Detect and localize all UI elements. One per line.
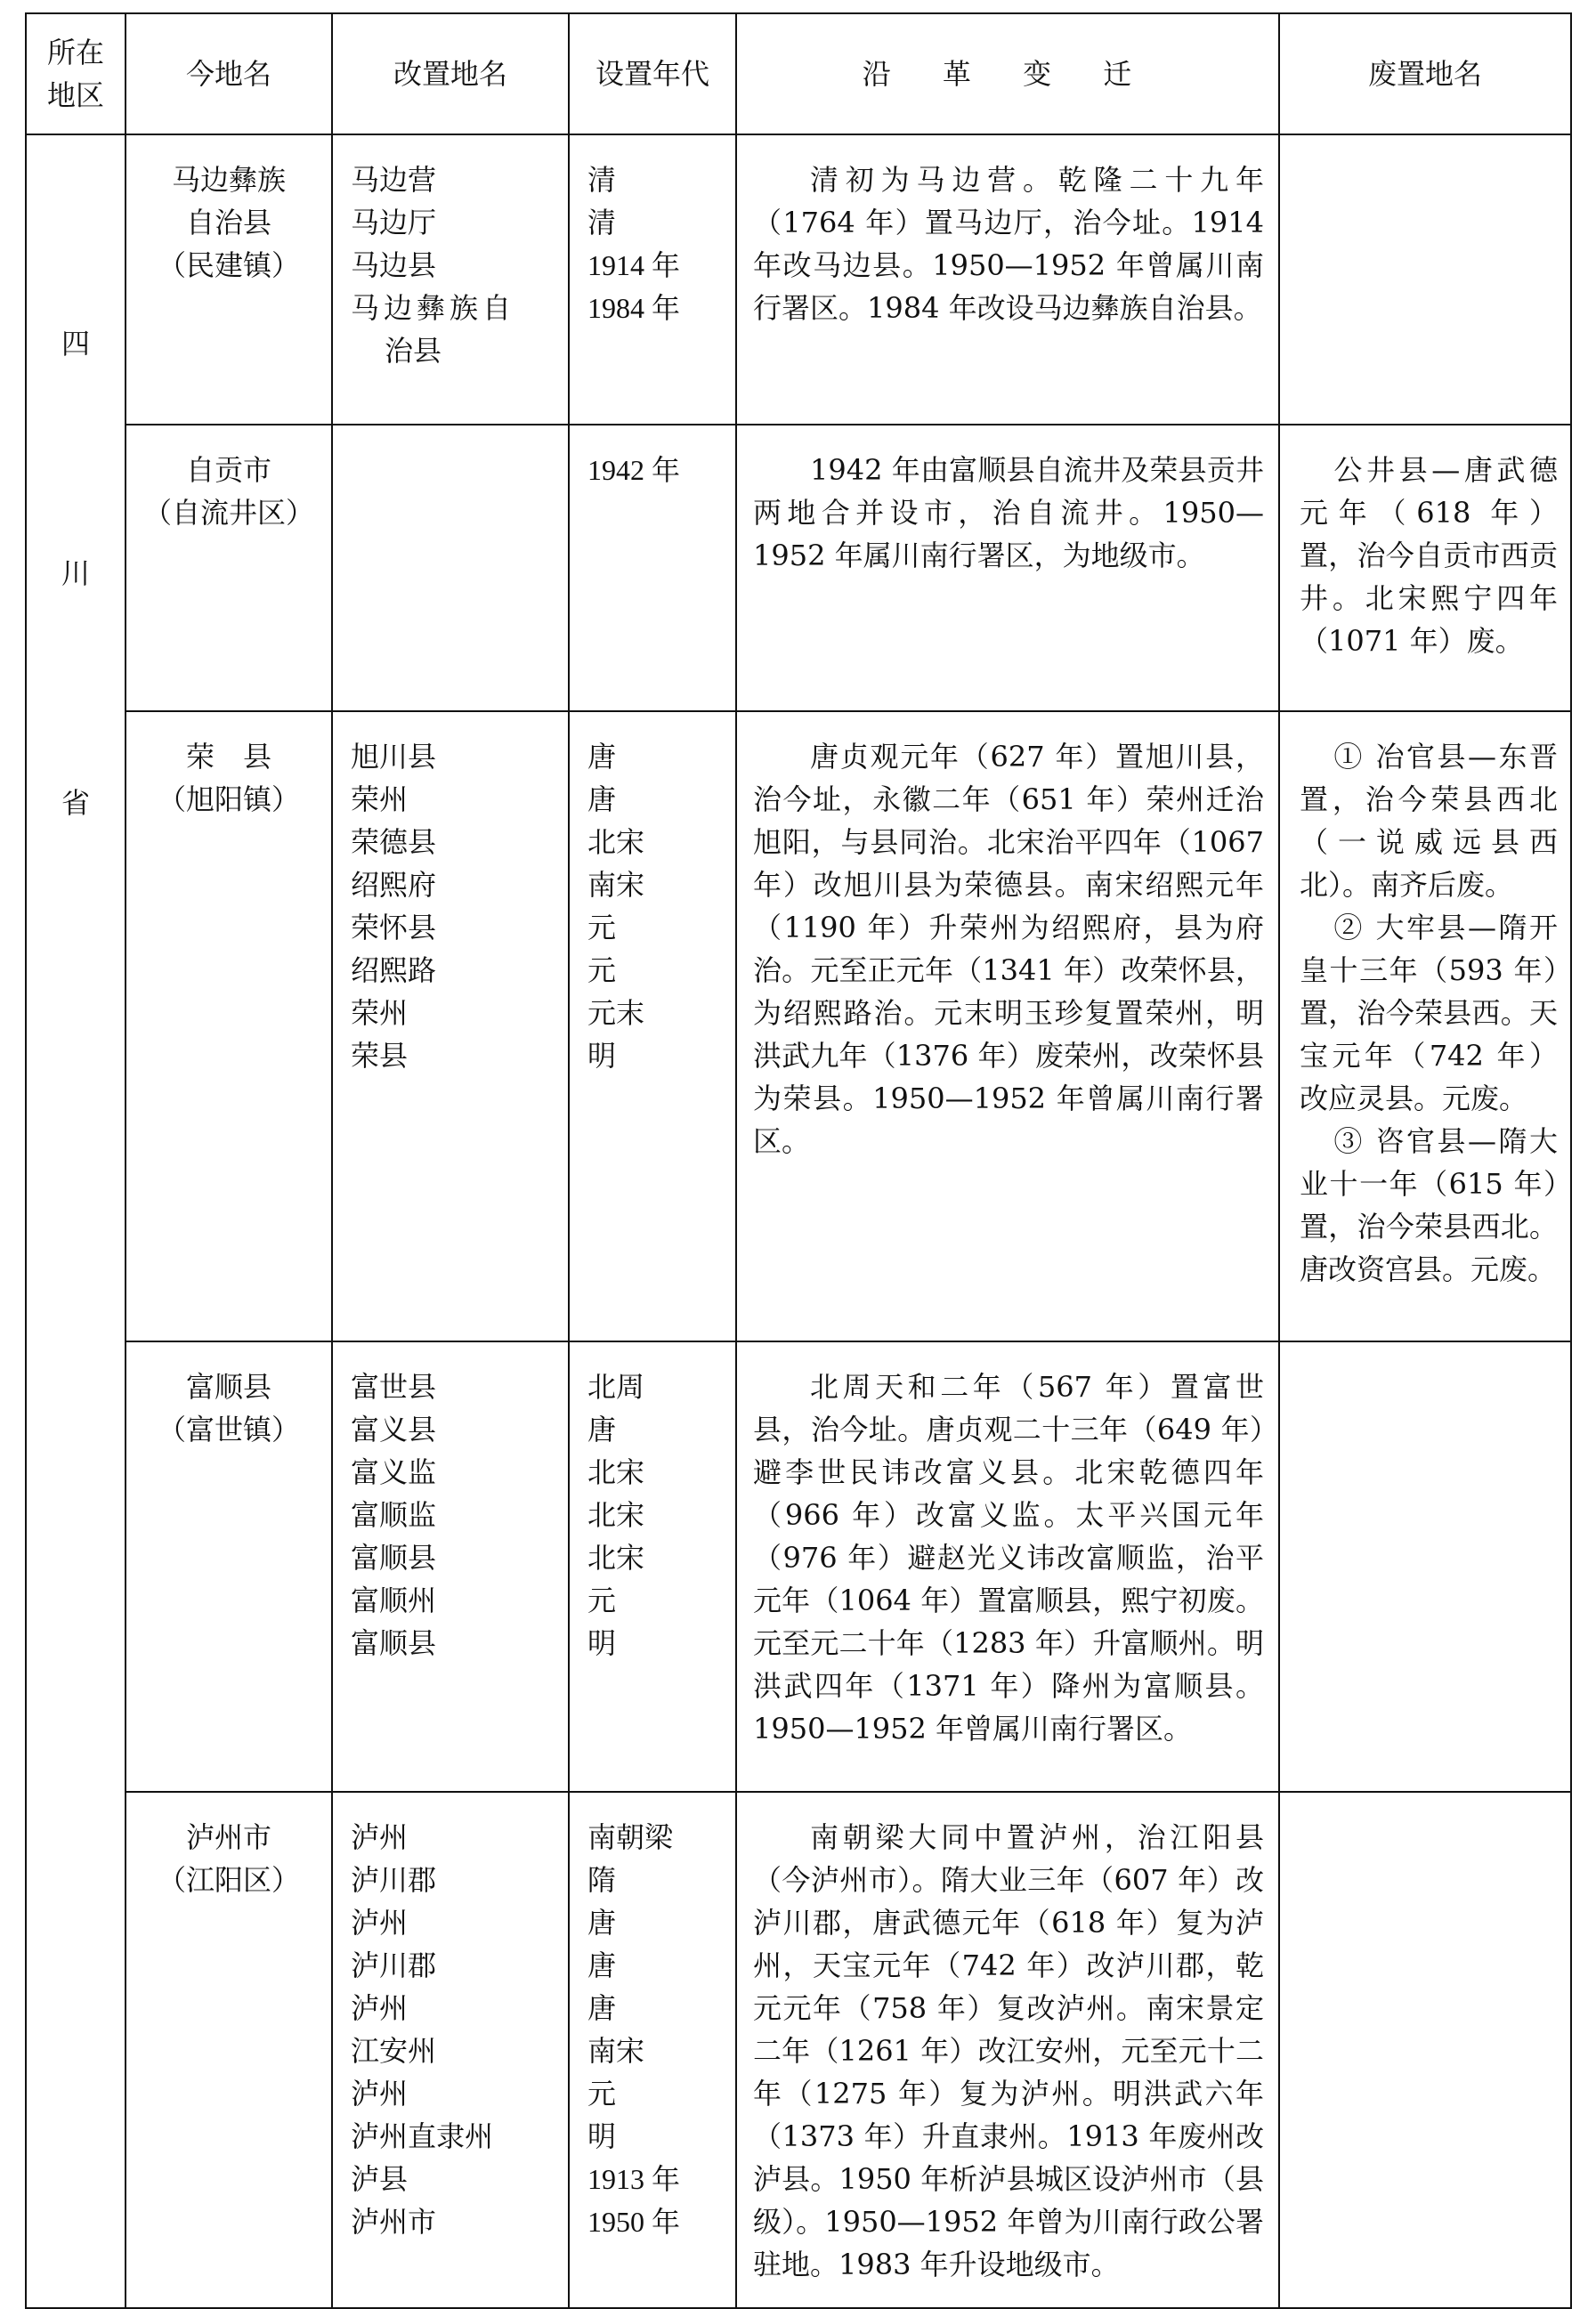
renamed-item: 富顺县 — [351, 1541, 437, 1575]
history-cell — [736, 1341, 1279, 1792]
current-name: 荣 县 — [185, 740, 271, 774]
renamed-item: 泸川郡 — [351, 1948, 437, 1982]
period-item: 元 — [587, 1584, 617, 1617]
period-cell — [569, 1341, 736, 1792]
header-region-line1: 所在 — [46, 36, 104, 69]
renamed-item: 荣县 — [351, 1039, 409, 1073]
renamed-item: 泸州 — [351, 2077, 409, 2111]
renamed-item: 富顺州 — [351, 1584, 437, 1617]
abolished-cell — [1279, 425, 1571, 711]
period-item: 1950 年 — [587, 2206, 681, 2238]
region-cell — [26, 134, 126, 2308]
period-cell — [569, 134, 736, 425]
current-name: 自贡市 — [185, 453, 271, 487]
renamed-item: 治县 — [385, 334, 442, 368]
renamed-item: 泸州 — [351, 1906, 409, 1940]
seat-name: （旭阳镇） — [157, 782, 300, 816]
renamed-item: 泸县 — [351, 2162, 409, 2196]
current-name-cell — [126, 425, 332, 711]
period-cell — [569, 1792, 736, 2308]
header-period: 设置年代 — [569, 13, 736, 134]
period-cell — [569, 711, 736, 1341]
period-item: 唐 — [587, 782, 617, 816]
current-name-cell — [126, 134, 332, 425]
renamed-item: 富世县 — [351, 1370, 437, 1404]
region-char: 四 — [61, 327, 90, 361]
renamed-item: 马边县 — [351, 248, 437, 282]
abolished-entry: ① 冶官县—东晋置，治今荣县西北（一说威远县西北）。南齐后废。 — [1300, 740, 1558, 902]
current-name: 泸州市 — [185, 1820, 271, 1854]
period-item: 明 — [587, 2119, 617, 2153]
period-item: 北宋 — [587, 825, 645, 859]
renamed-cell — [332, 1341, 569, 1792]
period-item: 1942 年 — [587, 454, 681, 486]
renamed-item: 泸州市 — [351, 2205, 437, 2239]
renamed-cell — [332, 711, 569, 1341]
current-name-cell — [126, 711, 332, 1341]
renamed-item: 马边彝族自 — [351, 291, 516, 325]
period-item: 唐 — [587, 1991, 617, 2025]
period-item: 清 — [587, 206, 617, 239]
renamed-cell — [332, 425, 569, 711]
table-row — [26, 425, 1571, 711]
gazetteer-table — [25, 12, 1572, 2309]
renamed-item: 荣州 — [351, 782, 409, 816]
header-row — [26, 13, 1571, 134]
period-item: 明 — [587, 1626, 617, 1660]
period-item: 北宋 — [587, 1455, 645, 1489]
region-char: 川 — [61, 556, 90, 590]
header-region-line2: 地区 — [46, 78, 104, 112]
renamed-item: 泸川郡 — [351, 1863, 437, 1897]
renamed-item: 荣州 — [351, 996, 409, 1030]
renamed-item: 马边厅 — [351, 206, 437, 239]
period-item: 隋 — [587, 1863, 617, 1897]
abolished-entry: ② 大牢县—隋开皇十三年（593 年）置，治今荣县西。天宝元年（742 年）改应灵县。元废。 — [1300, 911, 1558, 1115]
period-item: 元 — [587, 911, 617, 944]
header-renamed: 改置地名 — [332, 13, 569, 134]
abolished-cell — [1279, 1341, 1571, 1792]
period-item: 北宋 — [587, 1541, 645, 1575]
history-cell — [736, 134, 1279, 425]
renamed-cell — [332, 1792, 569, 2308]
current-name: 自治县 — [185, 206, 271, 239]
seat-name: （江阳区） — [157, 1863, 300, 1897]
period-item: 1913 年 — [587, 2163, 681, 2195]
table-row — [26, 1792, 1571, 2308]
table-row — [26, 711, 1571, 1341]
period-item: 清 — [587, 163, 617, 197]
renamed-item: 泸州直隶州 — [351, 2119, 494, 2153]
renamed-item: 富义县 — [351, 1413, 437, 1446]
history-text: 清初为马边营。乾隆二十九年（1764 年）置马边厅，治今址。1914 年改马边县。1950—1952 年曾属川南行署区。1984 年改设马边彝族自治县。 — [753, 163, 1264, 325]
abolished-entry: 公井县—唐武德元年（618 年）置，治今自贡市西贡井。北宋熙宁四年（1071 年）废。 — [1300, 453, 1558, 658]
renamed-item: 富顺监 — [351, 1498, 437, 1532]
renamed-item: 马边营 — [351, 163, 437, 197]
period-item: 唐 — [587, 1413, 617, 1446]
current-name-cell — [126, 1792, 332, 2308]
header-history: 沿 革 变 迁 — [736, 13, 1279, 134]
renamed-item: 荣怀县 — [351, 911, 437, 944]
period-cell — [569, 425, 736, 711]
period-item: 南宋 — [587, 2034, 645, 2068]
header-current-name: 今地名 — [126, 13, 332, 134]
abolished-cell — [1279, 1792, 1571, 2308]
renamed-item: 荣德县 — [351, 825, 437, 859]
renamed-item: 绍熙路 — [351, 953, 437, 987]
period-item: 元末 — [587, 996, 645, 1030]
period-item: 唐 — [587, 1948, 617, 1982]
history-cell — [736, 1792, 1279, 2308]
renamed-item: 绍熙府 — [351, 868, 437, 902]
renamed-cell — [332, 134, 569, 425]
header-abolished: 废置地名 — [1279, 13, 1571, 134]
history-text: 南朝梁大同中置泸州，治江阳县（今泸州市）。隋大业三年（607 年）改泸川郡，唐武德元年（618 年）复为泸州，天宝元年（742 年）改泸川郡，乾元元年（758 年）复改泸州。南宋景定二年（1261 年）改江安州，元至元十二年（1275 年）复为泸州。明洪武六年（1373 年）升直隶州。1913 年废州改泸县。1950 年析泸县城区设泸州市（县级）。1950—1952 年曾为川南行政公署驻地。1983 年升设地级市。 — [753, 1820, 1264, 2281]
seat-name: （民建镇） — [157, 248, 300, 282]
period-item: 南宋 — [587, 868, 645, 902]
seat-name: （自流井区） — [142, 496, 314, 530]
header-region — [26, 13, 126, 134]
abolished-cell — [1279, 711, 1571, 1341]
history-cell — [736, 425, 1279, 711]
table-row — [26, 134, 1571, 425]
period-item: 1914 年 — [587, 249, 681, 281]
current-name: 富顺县 — [185, 1370, 271, 1404]
current-name-cell — [126, 1341, 332, 1792]
renamed-item: 江安州 — [351, 2034, 437, 2068]
history-text: 唐贞观元年（627 年）置旭川县，治今址，永徽二年（651 年）荣州迁治旭阳，与县同治。北宋治平四年（1067 年）改旭川县为荣德县。南宋绍熙元年（1190 年）升荣州为绍熙府，县为府治。元至正元年（1341 年）改荣怀县，为绍熙路治。元末明玉珍复置荣州，明洪武九年（1376 年）废荣州，改荣怀县为荣县。1950—1952 年曾属川南行署区。 — [753, 740, 1264, 1158]
renamed-item: 泸州 — [351, 1820, 409, 1854]
current-name: 马边彝族 — [171, 163, 286, 197]
renamed-item: 富顺县 — [351, 1626, 437, 1660]
region-char: 省 — [61, 786, 90, 820]
period-item: 唐 — [587, 1906, 617, 1940]
period-item: 元 — [587, 953, 617, 987]
period-item: 南朝梁 — [587, 1820, 674, 1854]
history-text: 1942 年由富顺县自流井及荣县贡井两地合并设市，治自流井。1950—1952 年属川南行署区，为地级市。 — [753, 453, 1264, 572]
period-item: 1984 年 — [587, 292, 681, 324]
period-item: 元 — [587, 2077, 617, 2111]
renamed-item: 富义监 — [351, 1455, 437, 1489]
abolished-entry: ③ 咨官县—隋大业十一年（615 年）置，治今荣县西北。唐改资宫县。元废。 — [1300, 1124, 1558, 1286]
period-item: 北宋 — [587, 1498, 645, 1532]
seat-name: （富世镇） — [157, 1413, 300, 1446]
table-row — [26, 1341, 1571, 1792]
history-cell — [736, 711, 1279, 1341]
renamed-item: 泸州 — [351, 1991, 409, 2025]
period-item: 北周 — [587, 1370, 645, 1404]
period-item: 唐 — [587, 740, 617, 774]
renamed-item: 旭川县 — [351, 740, 437, 774]
abolished-cell — [1279, 134, 1571, 425]
history-text: 北周天和二年（567 年）置富世县，治今址。唐贞观二十三年（649 年）避李世民讳改富义县。北宋乾德四年（966 年）改富义监。太平兴国元年（976 年）避赵光义讳改富顺监，治平元年（1064 年）置富顺县，熙宁初废。元至元二十年（1283 年）升富顺州。明洪武四年（1371 年）降州为富顺县。1950—1952 年曾属川南行署区。 — [753, 1370, 1264, 1746]
period-item: 明 — [587, 1039, 617, 1073]
